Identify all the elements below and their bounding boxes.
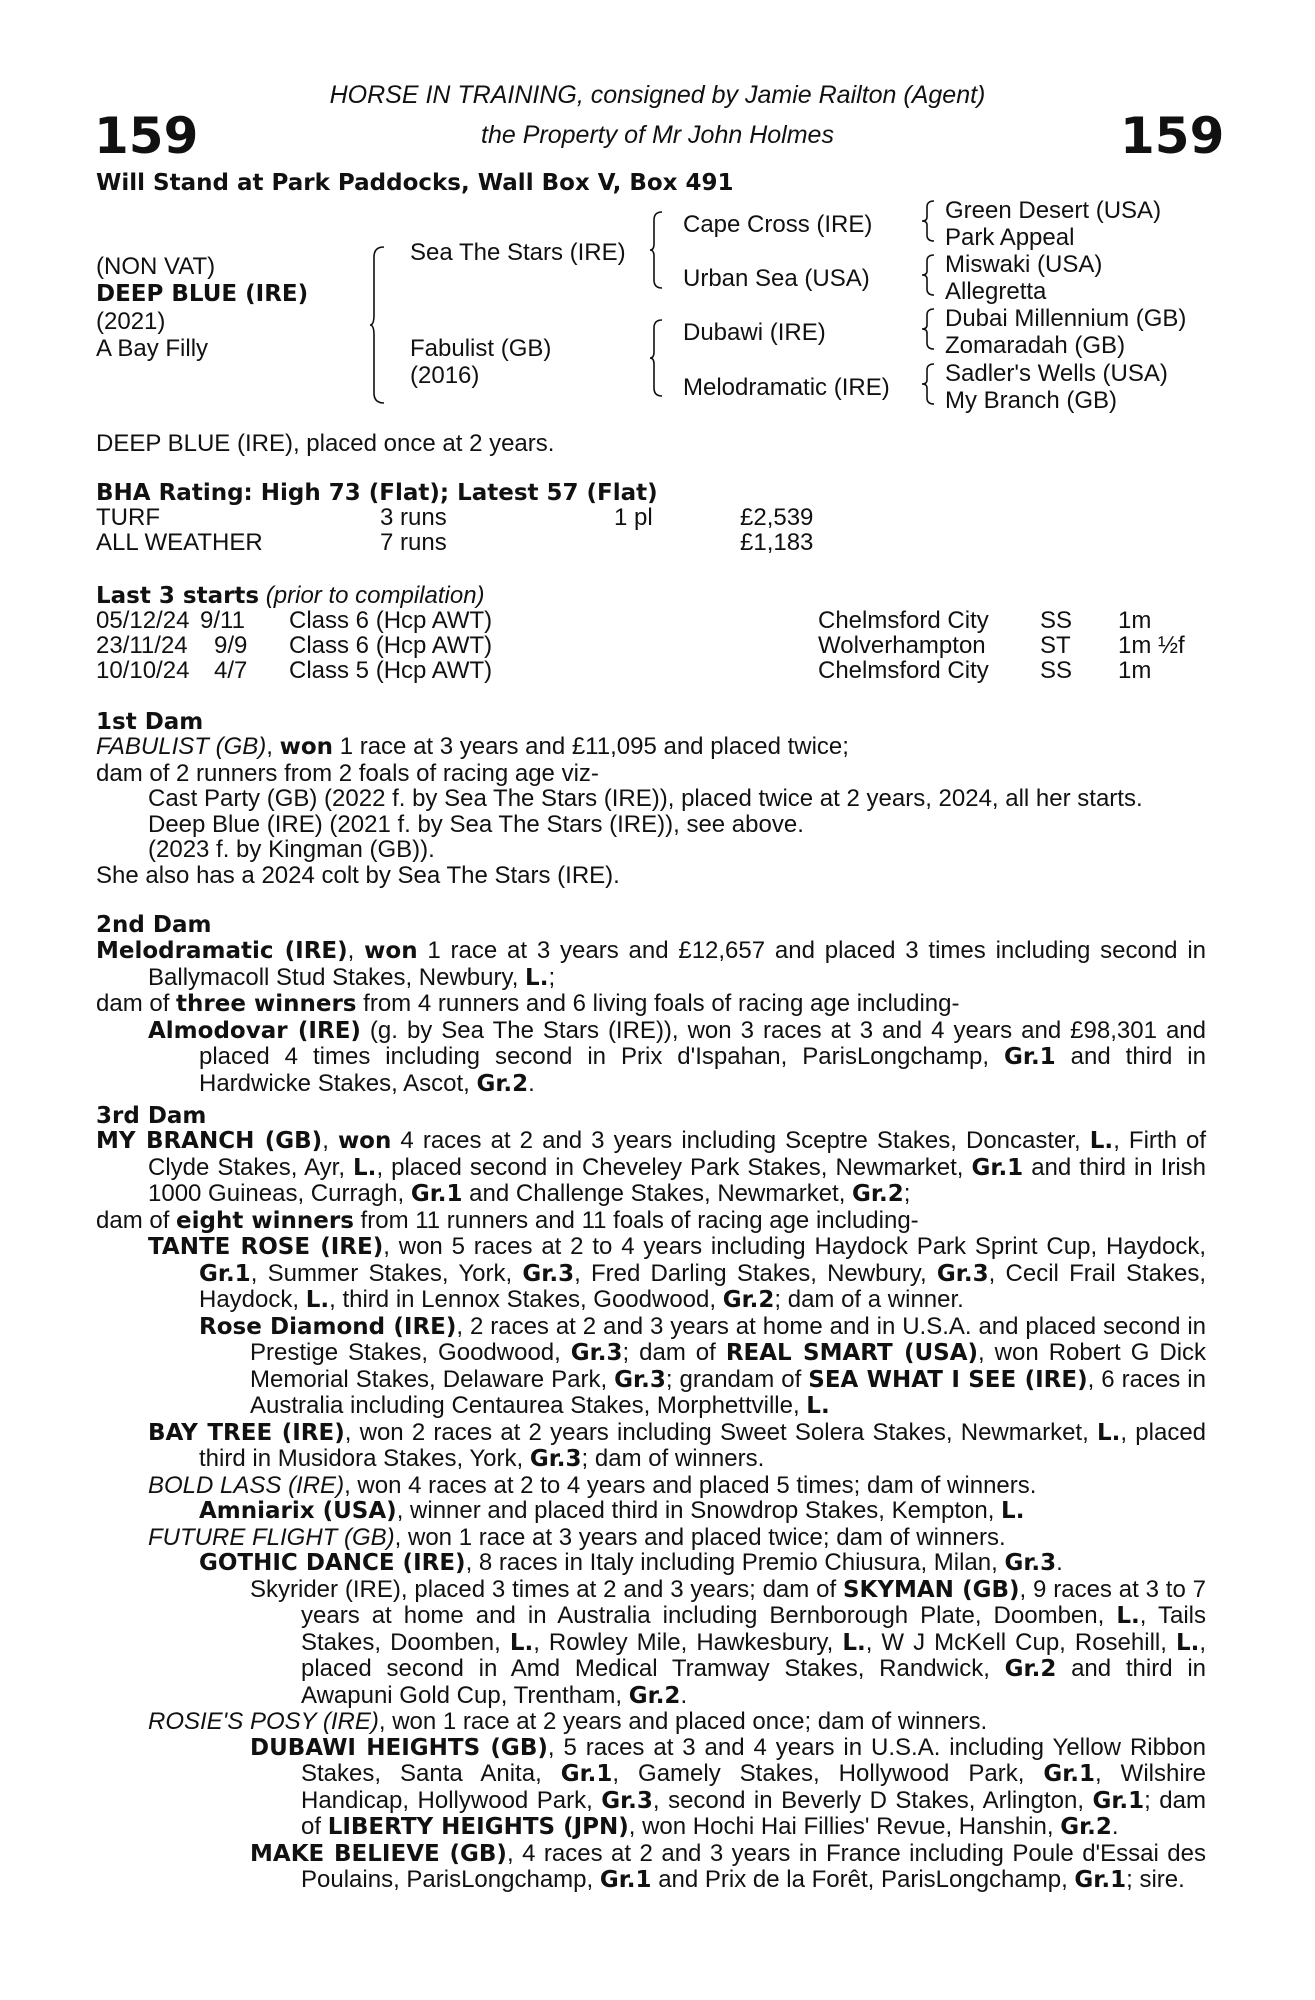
pedigree-gen3-4: Allegretta [945, 278, 1047, 305]
rating-earnings: £1,183 [740, 529, 814, 556]
pedigree-gen3-1: Green Desert (USA) [945, 197, 1162, 224]
pedigree-dam-sire: Dubawi (IRE) [683, 319, 826, 346]
first-dam-produce: Deep Blue (IRE) (2021 f. by Sea The Stars (IRE)), see above. [148, 810, 804, 838]
first-dam-line: She also has a 2024 colt by Sea The Stars (IRE). [96, 861, 620, 889]
lot-number-left: 159 [94, 107, 199, 165]
start-distance: 1m [1118, 657, 1152, 684]
rating-placed: 1 pl [614, 504, 653, 531]
produce-make-believe: MAKE BELIEVE (GB), 4 races at 2 and 3 years in France including Poule d'Essai des Poulains, ParisLongchamp, Gr.1 and Prix de la Forêt, ParisLongchamp, Gr.1; sire. [250, 1839, 1206, 1893]
produce-amniarix: Amniarix (USA), winner and placed third in Snowdrop Stakes, Kempton, L. [199, 1497, 1025, 1524]
produce-dubawi-heights: DUBAWI HEIGHTS (GB), 5 races at 3 and 4 years in U.S.A. including Yellow Ribbon Stakes, Santa Anita, Gr.1, Gamely Stakes, Hollywood Park, Gr.1, Wilshire Handicap, Hollywood Park, Gr.3, second in Beverly D Stakes, Arlington, Gr.1; dam of LIBERTY HEIGHTS (JPN), won Hochi Hai Fillies' Revue, Hanshin, Gr.2. [250, 1733, 1206, 1840]
pedigree-gen3-3: Miswaki (USA) [945, 251, 1103, 278]
first-dam-section [96, 734, 1206, 888]
pedigree-brace-gen3-4 [922, 362, 936, 406]
start-distance: 1m [1118, 607, 1152, 634]
race-summary: DEEP BLUE (IRE), placed once at 2 years. [96, 430, 555, 457]
start-going: ST [1040, 632, 1071, 659]
rating-surface: ALL WEATHER [96, 529, 263, 556]
consignor-line: HORSE IN TRAINING, consigned by Jamie Railton (Agent) [329, 81, 986, 109]
second-dam-entry: Melodramatic (IRE), won 1 race at 3 years and £12,657 and placed 3 times including second in Ballymacoll Stud Stakes, Newbury, L.; [96, 937, 1206, 991]
third-dam-entry: MY BRANCH (GB), won 4 races at 2 and 3 years including Sceptre Stakes, Doncaster, L., Firth of Clyde Stakes, Ayr, L., placed second in Cheveley Park Stakes, Newmarket, Gr.1 and third in Irish 1000 Guineas, Curragh, Gr.1 and Challenge Stakes, Newmarket, Gr.2; [96, 1127, 1206, 1207]
first-dam-produce: Cast Party (GB) (2022 f. by Sea The Stars (IRE)), placed twice at 2 years, 2024, all her starts. [148, 785, 1143, 812]
rating-runs: 7 runs [380, 529, 447, 556]
start-class: Class 6 (Hcp AWT) [289, 607, 493, 634]
pedigree-dam-year: (2016) [410, 362, 480, 389]
second-dam-section [96, 938, 1206, 1097]
start-position: 9/11 [200, 607, 245, 634]
second-dam-produce: Almodovar (IRE) (g. by Sea The Stars (IRE)), won 3 races at 3 and 4 years and £98,301 and placed 4 times including second in Prix d'Ispahan, ParisLongchamp, Gr.1 and third in Hardwicke Stakes, Ascot, Gr.2. [148, 1016, 1206, 1097]
start-position: 9/9 [214, 632, 248, 659]
first-dam-line: FABULIST (GB), won 1 race at 3 years and £11,095 and placed twice; [96, 733, 849, 760]
start-course: Wolverhampton [818, 632, 986, 659]
last-starts-note: (prior to compilation) [265, 582, 485, 609]
pedigree-brace-gen3-1 [922, 199, 936, 243]
start-class: Class 6 (Hcp AWT) [289, 632, 493, 659]
pedigree-brace-dam [650, 318, 666, 398]
horse-description: A Bay Filly [96, 335, 209, 362]
pedigree-brace-sire [650, 210, 666, 290]
pedigree-sire-dam: Urban Sea (USA) [683, 265, 870, 292]
pedigree-brace-gen3-2 [922, 253, 936, 297]
third-dam-heading: 3rd Dam [96, 1103, 207, 1129]
bha-rating: BHA Rating: High 73 (Flat); Latest 57 (Flat) [96, 480, 658, 506]
pedigree-gen3-7: Sadler's Wells (USA) [945, 360, 1168, 387]
produce-rosies-posy: ROSIE'S POSY (IRE), won 1 race at 2 years and placed once; dam of winners. [148, 1708, 988, 1735]
third-dam-produce-summary: dam of eight winners from 11 runners and 11 foals of racing age including- [96, 1206, 919, 1234]
produce-bay-tree: BAY TREE (IRE), won 2 races at 2 years including Sweet Solera Stakes, Newmarket, L., placed third in Musidora Stakes, York, Gr.3; dam of winners. [148, 1418, 1207, 1472]
property-line: the Property of Mr John Holmes [481, 121, 834, 149]
start-date: 05/12/24 [96, 607, 190, 634]
pedigree-dam-dam: Melodramatic (IRE) [683, 374, 890, 401]
last-starts-title [96, 583, 485, 609]
pedigree-dam: Fabulist (GB) [410, 335, 552, 362]
start-going: SS [1040, 607, 1073, 634]
rating-earnings: £2,539 [740, 504, 814, 531]
first-dam-heading: 1st Dam [96, 709, 204, 735]
pedigree-brace-main [370, 245, 390, 405]
pedigree-gen3-8: My Branch (GB) [945, 387, 1118, 414]
start-going: SS [1040, 657, 1073, 684]
rating-runs: 3 runs [380, 504, 447, 531]
second-dam-heading: 2nd Dam [96, 912, 212, 938]
produce-tante-rose: TANTE ROSE (IRE), won 5 races at 2 to 4 years including Haydock Park Sprint Cup, Haydock, Gr.1, Summer Stakes, York, Gr.3, Fred Darling Stakes, Newbury, Gr.3, Cecil Frail Stakes, Haydock, L., third in Lennox Stakes, Goodwood, Gr.2; dam of a winner. [148, 1233, 1207, 1313]
pedigree-brace-gen3-3 [922, 307, 936, 351]
second-dam-produce-summary: dam of three winners from 4 runners and 6 living foals of racing age including- [96, 990, 960, 1017]
produce-skyrider: Skyrider (IRE), placed 3 times at 2 and 3 years; dam of SKYMAN (GB), 9 races at 3 to 7 years at home and in Australia including Bernborough Plate, Doomben, L., Tails Stakes, Doomben, L., Rowley Mile, Hawkesbury, L., W J McKell Cup, Rosehill, L., placed second in Amd Medical Tramway Stakes, Randwick, Gr.2 and third in Awapuni Gold Cup, Trentham, Gr.2. [250, 1575, 1207, 1709]
pedigree-gen3-2: Park Appeal [945, 224, 1075, 251]
pedigree-gen3-5: Dubai Millennium (GB) [945, 305, 1187, 332]
last-starts-label: Last 3 starts [96, 583, 260, 609]
pedigree-sire-sire: Cape Cross (IRE) [683, 211, 873, 238]
start-course: Chelmsford City [818, 607, 989, 634]
horse-year: (2021) [96, 308, 166, 335]
pedigree-gen3-6: Zomaradah (GB) [945, 332, 1126, 359]
produce-future-flight: FUTURE FLIGHT (GB), won 1 race at 3 years and placed twice; dam of winners. [148, 1523, 1006, 1551]
start-position: 4/7 [214, 657, 248, 684]
produce-bold-lass: BOLD LASS (IRE), won 4 races at 2 to 4 years and placed 5 times; dam of winners. [148, 1471, 1037, 1499]
produce-rose-diamond: Rose Diamond (IRE), 2 races at 2 and 3 years at home and in U.S.A. and placed second in Prestige Stakes, Goodwood, Gr.3; dam of REAL SMART (USA), won Robert G Dick Memorial Stakes, Delaware Park, Gr.3; grandam of SEA WHAT I SEE (IRE), 6 races in Australia including Centaurea Stakes, Morphettville, L. [199, 1312, 1207, 1419]
horse-name: DEEP BLUE (IRE) [96, 281, 309, 307]
lot-number-right: 159 [1120, 107, 1225, 165]
stand-location: Will Stand at Park Paddocks, Wall Box V, Box 491 [96, 170, 734, 196]
start-distance: 1m ½f [1118, 632, 1185, 659]
start-date: 10/10/24 [96, 657, 190, 684]
first-dam-produce: (2023 f. by Kingman (GB)). [148, 836, 435, 863]
first-dam-line: dam of 2 runners from 2 foals of racing age viz- [96, 759, 599, 787]
start-class: Class 5 (Hcp AWT) [289, 657, 493, 684]
start-date: 23/11/24 [96, 632, 188, 659]
rating-surface: TURF [96, 504, 160, 531]
start-course: Chelmsford City [818, 657, 989, 684]
pedigree-sire: Sea The Stars (IRE) [410, 239, 626, 266]
third-dam-section [96, 1128, 1206, 1894]
vat-status: (NON VAT) [96, 253, 216, 280]
produce-gothic-dance: GOTHIC DANCE (IRE), 8 races in Italy including Premio Chiusura, Milan, Gr.3. [199, 1549, 1063, 1576]
